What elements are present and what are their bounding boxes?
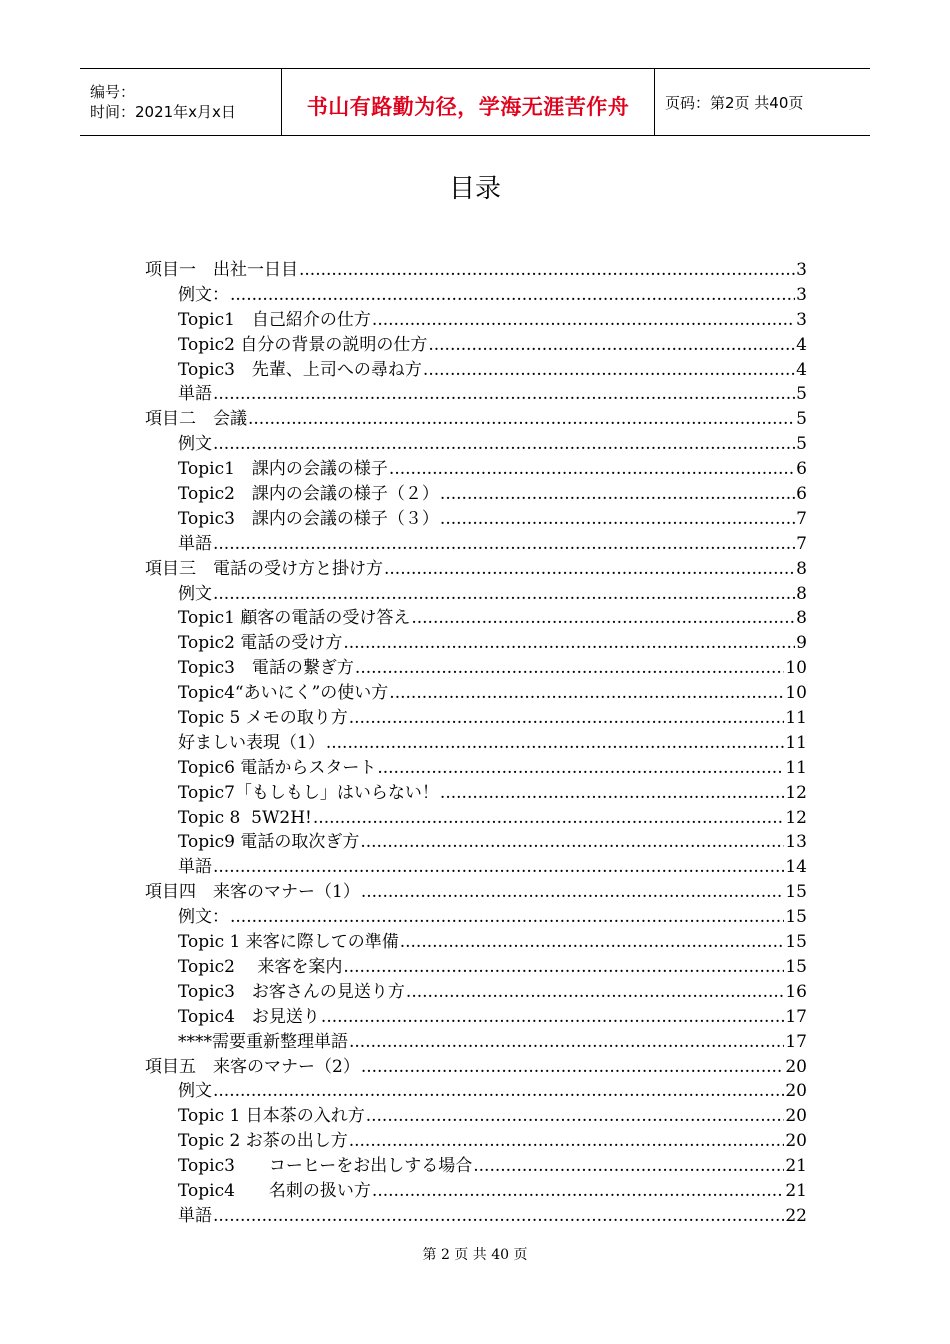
toc-leader-dots bbox=[213, 382, 795, 407]
toc-leader-dots bbox=[366, 1104, 785, 1129]
toc-entry-label: Topic2 課内の会議の様子（２） bbox=[178, 484, 439, 505]
toc-entry[interactable] bbox=[145, 1030, 807, 1055]
toc-entry-label: Topic4 名刺の扱い方 bbox=[178, 1180, 371, 1201]
toc-entry-label: Topic4“あいにく”の使い方 bbox=[178, 683, 389, 704]
toc-entry[interactable] bbox=[145, 656, 807, 681]
table-of-contents bbox=[145, 258, 807, 1229]
toc-entry[interactable] bbox=[145, 930, 807, 955]
toc-leader-dots bbox=[360, 830, 784, 855]
toc-leader-dots bbox=[400, 930, 785, 955]
toc-entry-label: 単語 bbox=[178, 857, 212, 878]
toc-entry[interactable] bbox=[145, 806, 807, 831]
toc-entry-page: 21 bbox=[785, 1156, 807, 1177]
toc-entry-page: 3 bbox=[796, 309, 807, 330]
toc-entry[interactable] bbox=[145, 1005, 807, 1030]
toc-entry-label: 项目一 出社一日目 bbox=[145, 260, 298, 280]
toc-entry-page: 9 bbox=[796, 633, 807, 654]
toc-entry-page: 11 bbox=[785, 757, 807, 778]
header-page-cell bbox=[655, 69, 870, 135]
toc-entry-page: 17 bbox=[785, 1006, 807, 1027]
toc-entry-page: 8 bbox=[796, 558, 807, 579]
toc-entry-page: 20 bbox=[785, 1056, 807, 1077]
toc-entry-label: Topic4 お見送り bbox=[178, 1006, 320, 1027]
toc-leader-dots bbox=[326, 731, 785, 756]
toc-entry-label: Topic 8 5W2H! bbox=[178, 807, 312, 828]
toc-leader-dots bbox=[349, 706, 785, 731]
toc-entry-page: 10 bbox=[785, 658, 807, 679]
toc-entry[interactable] bbox=[145, 407, 807, 432]
toc-entry-page: 6 bbox=[796, 459, 807, 480]
toc-entry-label: 項目三 電話の受け方と掛け方 bbox=[145, 558, 383, 579]
toc-entry-label: 項目四 来客のマナー（1） bbox=[145, 882, 360, 903]
toc-entry[interactable] bbox=[145, 681, 807, 706]
toc-entry-page: 16 bbox=[785, 981, 807, 1002]
toc-entry-label: Topic1 課内の会議の様子 bbox=[178, 459, 388, 480]
toc-entry-label: Topic3 コーヒーをお出しする場合 bbox=[178, 1156, 473, 1177]
toc-entry-label: Topic 1 来客に際しての準備 bbox=[178, 932, 399, 953]
toc-leader-dots bbox=[440, 507, 795, 532]
toc-entry-label: 項目二 会議 bbox=[145, 409, 247, 430]
toc-entry[interactable] bbox=[145, 756, 807, 781]
toc-leader-dots bbox=[406, 980, 784, 1005]
toc-leader-dots bbox=[372, 308, 795, 333]
toc-entry-page: 3 bbox=[796, 260, 807, 280]
toc-entry[interactable] bbox=[145, 1204, 807, 1229]
toc-entry[interactable] bbox=[145, 1104, 807, 1129]
toc-entry-label: 例文 bbox=[178, 583, 212, 604]
toc-leader-dots bbox=[411, 606, 795, 631]
toc-entry-page: 10 bbox=[785, 683, 807, 704]
toc-entry-page: 12 bbox=[785, 807, 807, 828]
toc-entry-label: Topic2 来客を案内 bbox=[178, 956, 343, 977]
toc-leader-dots bbox=[213, 532, 795, 557]
toc-entry-label: 好ましい表現（1） bbox=[178, 732, 325, 753]
toc-entry[interactable] bbox=[145, 1055, 807, 1080]
toc-leader-dots bbox=[230, 283, 795, 308]
toc-entry-label: 項目五 来客のマナー（2） bbox=[145, 1056, 360, 1077]
toc-entry-page: 15 bbox=[785, 882, 807, 903]
toc-entry[interactable] bbox=[145, 631, 807, 656]
toc-entry[interactable] bbox=[145, 382, 807, 407]
toc-entry[interactable] bbox=[145, 1179, 807, 1204]
toc-entry-label: Topic3 先輩、上司への尋ね方 bbox=[178, 359, 422, 380]
toc-leader-dots bbox=[299, 258, 795, 283]
toc-entry-label: Topic2 自分の背景の説明の仕方 bbox=[178, 334, 428, 355]
toc-entry-label: Topic1 自己紹介の仕方 bbox=[178, 309, 371, 330]
toc-entry-label: Topic1 顧客の電話の受け答え bbox=[178, 608, 411, 629]
toc-entry[interactable] bbox=[145, 482, 807, 507]
toc-entry-page: 15 bbox=[785, 932, 807, 953]
toc-entry-page: 3 bbox=[796, 284, 807, 305]
toc-entry-page: 5 bbox=[796, 434, 807, 455]
toc-leader-dots bbox=[349, 1030, 784, 1055]
toc-entry[interactable] bbox=[145, 432, 807, 457]
toc-entry-page: 6 bbox=[796, 484, 807, 505]
toc-leader-dots bbox=[440, 482, 795, 507]
toc-entry-label: 例文： bbox=[178, 284, 229, 305]
toc-entry[interactable] bbox=[145, 606, 807, 631]
toc-entry[interactable] bbox=[145, 980, 807, 1005]
toc-leader-dots bbox=[355, 656, 784, 681]
toc-entry-page: 5 bbox=[796, 384, 807, 405]
toc-entry[interactable] bbox=[145, 905, 807, 930]
toc-entry-page: 13 bbox=[785, 832, 807, 853]
page-header bbox=[80, 68, 870, 136]
toc-entry-page: 7 bbox=[796, 533, 807, 554]
toc-leader-dots bbox=[423, 358, 795, 383]
toc-entry[interactable] bbox=[145, 855, 807, 880]
toc-entry[interactable] bbox=[145, 557, 807, 582]
time-label: 时间：2021年x月x日 bbox=[90, 103, 236, 121]
toc-entry[interactable] bbox=[145, 333, 807, 358]
toc-entry[interactable] bbox=[145, 830, 807, 855]
toc-entry-label: 例文 bbox=[178, 434, 212, 455]
toc-leader-dots bbox=[343, 631, 795, 656]
toc-entry[interactable] bbox=[145, 706, 807, 731]
toc-entry-page: 17 bbox=[785, 1031, 807, 1052]
toc-entry[interactable] bbox=[145, 258, 807, 283]
toc-leader-dots bbox=[377, 756, 784, 781]
toc-entry-label: Topic 2 お茶の出し方 bbox=[178, 1131, 348, 1152]
toc-entry[interactable] bbox=[145, 457, 807, 482]
toc-leader-dots bbox=[230, 905, 784, 930]
toc-entry[interactable] bbox=[145, 283, 807, 308]
toc-leader-dots bbox=[213, 855, 784, 880]
toc-entry-page: 12 bbox=[785, 782, 807, 803]
toc-entry-page: 8 bbox=[796, 608, 807, 629]
motto: 书山有路勤为径，学海无涯苦作舟 bbox=[306, 95, 630, 119]
toc-entry-page: 7 bbox=[796, 508, 807, 529]
toc-leader-dots bbox=[361, 880, 785, 905]
toc-leader-dots bbox=[213, 1079, 784, 1104]
toc-leader-dots bbox=[440, 781, 784, 806]
toc-entry[interactable] bbox=[145, 1129, 807, 1154]
toc-entry-page: 20 bbox=[785, 1131, 807, 1152]
toc-entry-label: Topic3 お客さんの見送り方 bbox=[178, 981, 405, 1002]
toc-entry-page: 20 bbox=[785, 1081, 807, 1102]
toc-entry-page: 22 bbox=[785, 1205, 807, 1226]
page-title: 目录 bbox=[448, 174, 501, 204]
toc-entry[interactable] bbox=[145, 582, 807, 607]
toc-leader-dots bbox=[248, 407, 795, 432]
toc-entry-label: Topic7「もしもし」はいらない！ bbox=[178, 782, 439, 803]
toc-leader-dots bbox=[349, 1129, 785, 1154]
toc-entry-page: 4 bbox=[796, 359, 807, 380]
toc-entry-label: 例文： bbox=[178, 907, 229, 928]
toc-entry-label: 単語 bbox=[178, 1205, 212, 1226]
toc-entry[interactable] bbox=[145, 358, 807, 383]
toc-entry-label: Topic 5 メモの取り方 bbox=[178, 708, 348, 729]
toc-entry[interactable] bbox=[145, 1154, 807, 1179]
toc-entry-page: 4 bbox=[796, 334, 807, 355]
toc-entry[interactable] bbox=[145, 308, 807, 333]
toc-entry[interactable] bbox=[145, 507, 807, 532]
toc-entry-label: Topic3 電話の繋ぎ方 bbox=[178, 658, 354, 679]
toc-entry[interactable] bbox=[145, 955, 807, 980]
toc-entry[interactable] bbox=[145, 731, 807, 756]
toc-leader-dots bbox=[389, 457, 795, 482]
toc-entry-page: 11 bbox=[785, 708, 807, 729]
toc-entry-page: 8 bbox=[796, 583, 807, 604]
toc-leader-dots bbox=[313, 806, 784, 831]
toc-leader-dots bbox=[213, 582, 795, 607]
toc-entry-label: ****需要重新整理単語 bbox=[178, 1031, 348, 1052]
toc-entry[interactable] bbox=[145, 532, 807, 557]
toc-leader-dots bbox=[213, 1204, 784, 1229]
toc-entry-label: 単語 bbox=[178, 384, 212, 405]
toc-entry-page: 5 bbox=[796, 409, 807, 430]
toc-entry-label: Topic2 電話の受け方 bbox=[178, 633, 343, 654]
toc-entry-page: 20 bbox=[785, 1106, 807, 1127]
header-meta bbox=[80, 69, 282, 135]
toc-leader-dots bbox=[473, 1154, 784, 1179]
toc-entry-page: 21 bbox=[785, 1180, 807, 1201]
toc-entry-label: 単語 bbox=[178, 533, 212, 554]
toc-entry-page: 14 bbox=[785, 857, 807, 878]
toc-leader-dots bbox=[372, 1179, 784, 1204]
toc-leader-dots bbox=[321, 1005, 784, 1030]
number-label: 编号： bbox=[90, 83, 136, 101]
toc-entry-label: Topic3 課内の会議の様子（３） bbox=[178, 508, 439, 529]
toc-entry[interactable] bbox=[145, 781, 807, 806]
toc-entry-label: Topic6 電話からスタート bbox=[178, 757, 377, 778]
toc-entry[interactable] bbox=[145, 1079, 807, 1104]
toc-entry-page: 15 bbox=[785, 956, 807, 977]
toc-leader-dots bbox=[384, 557, 795, 582]
toc-entry-page: 15 bbox=[785, 907, 807, 928]
toc-leader-dots bbox=[213, 432, 795, 457]
header-page-info: 页码：第2页 共40页 bbox=[665, 93, 804, 112]
header-motto-cell bbox=[282, 69, 655, 135]
toc-leader-dots bbox=[428, 333, 795, 358]
page-footer: 第 2 页 共 40 页 bbox=[422, 1247, 528, 1263]
toc-entry[interactable] bbox=[145, 880, 807, 905]
toc-entry-page: 11 bbox=[785, 732, 807, 753]
toc-leader-dots bbox=[361, 1055, 785, 1080]
toc-leader-dots bbox=[389, 681, 784, 706]
toc-leader-dots bbox=[343, 955, 784, 980]
toc-entry-label: Topic 1 日本茶の入れ方 bbox=[178, 1106, 365, 1127]
toc-entry-label: 例文 bbox=[178, 1081, 212, 1102]
toc-entry-label: Topic9 電話の取次ぎ方 bbox=[178, 832, 360, 853]
